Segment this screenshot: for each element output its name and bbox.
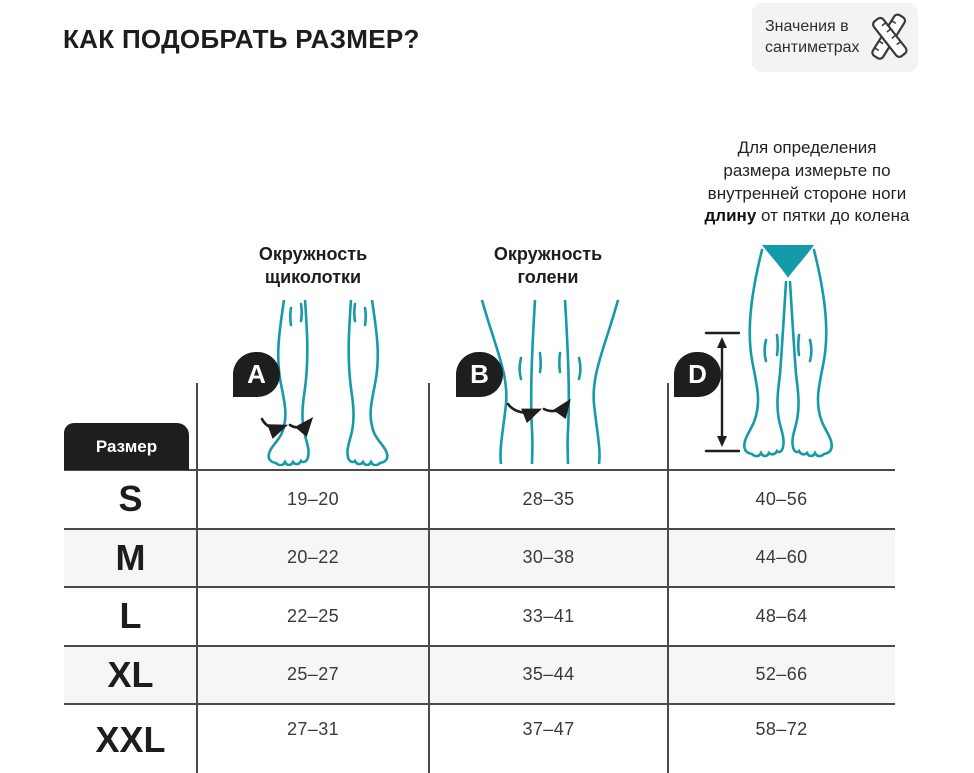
ankle-value: 19–20 (286, 488, 340, 509)
circumference-arrow (508, 404, 567, 413)
calf-value: 30–38 (522, 547, 575, 568)
ankle-value: 27–31 (286, 719, 340, 739)
ankle-value: 25–27 (286, 664, 340, 685)
page-title: КАК ПОДОБРАТЬ РАЗМЕР? (63, 24, 420, 54)
size-label: L (119, 595, 142, 637)
table-column-divider (428, 383, 430, 773)
length-value: 40–56 (755, 488, 808, 509)
column-header-calf: Окружность голени (493, 244, 603, 288)
table-row (64, 469, 895, 528)
size-label: M (115, 536, 146, 578)
ankle-value: 22–25 (286, 605, 340, 626)
calf-value: 37–47 (522, 719, 575, 739)
length-value: 58–72 (755, 719, 808, 739)
calf-value: 28–35 (522, 488, 575, 509)
units-note-box (752, 3, 918, 72)
note-line: Для определения (737, 138, 877, 157)
size-column-header: Размер (64, 423, 189, 470)
units-note-text: Значения в сантиметрах (765, 18, 860, 56)
ankle-value: 20–22 (286, 547, 340, 568)
marker-a-badge: A (233, 352, 280, 397)
marker-d-badge: D (674, 352, 721, 397)
measure-instruction (648, 137, 966, 228)
table-row (64, 703, 895, 773)
length-value: 52–66 (755, 664, 808, 685)
size-table (64, 469, 895, 773)
table-column-divider (196, 383, 198, 773)
note-line: от пятки до колена (756, 206, 910, 226)
note-bold-word: длину (704, 206, 757, 226)
size-label: S (118, 478, 143, 520)
calf-value: 35–44 (522, 664, 575, 685)
length-value: 44–60 (755, 547, 808, 568)
size-label: XL (107, 653, 154, 695)
calf-value: 33–41 (522, 605, 575, 626)
table-row (64, 586, 895, 645)
note-line: внутренней стороне ноги (707, 183, 907, 203)
note-line: размера измерьте по (723, 160, 891, 180)
length-value: 48–64 (755, 605, 808, 626)
table-row (64, 528, 895, 587)
briefs-shape (764, 246, 812, 276)
measuring-tape-icon (865, 9, 913, 67)
column-header-ankle: Окружность щиколотки (258, 244, 368, 288)
table-row (64, 645, 895, 704)
table-column-divider (667, 383, 669, 773)
marker-b-badge: B (456, 352, 503, 397)
size-label: XXL (95, 719, 166, 760)
